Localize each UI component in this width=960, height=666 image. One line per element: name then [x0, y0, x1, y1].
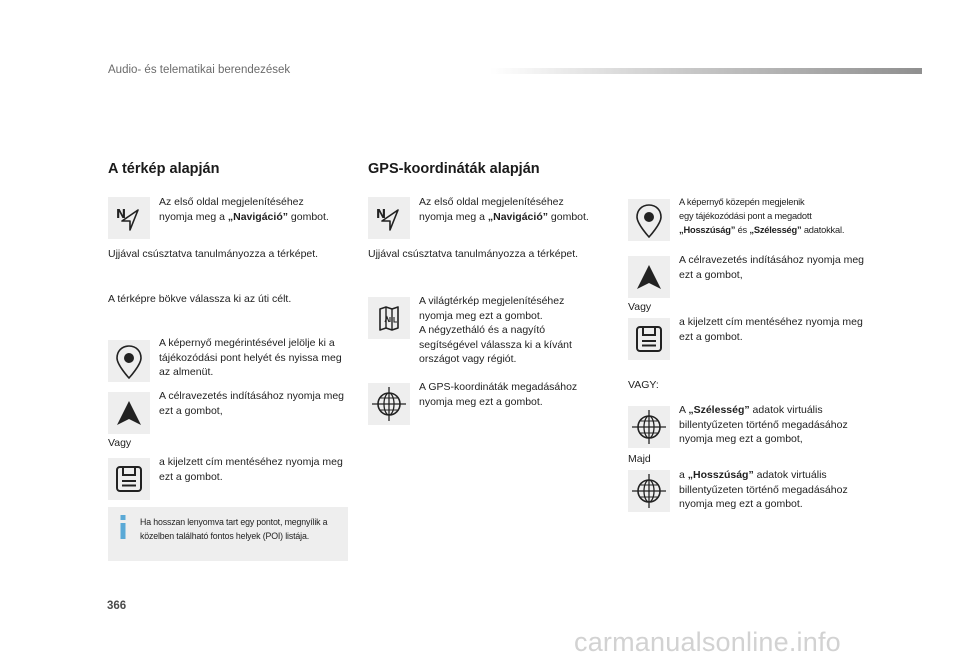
world-map-icon [368, 297, 410, 339]
right-marker-line-1: A képernyő közepén megjelenik [679, 197, 805, 207]
middle-nav-line-1: Az első oldal megjelenítéséhez [419, 196, 564, 208]
start-guidance-icon [108, 392, 150, 434]
right-start-text: A célravezetés indításához nyomja meg ezt a gombot, [679, 254, 865, 281]
right-marker-text [679, 195, 894, 237]
right-marker-longitude: „Hosszúság” [679, 225, 736, 235]
header-gradient-bar [490, 68, 922, 74]
right-marker-line-2: egy tájékozódási pont a megadott [679, 211, 812, 221]
right-latitude-text [679, 403, 869, 447]
right-then-label: Majd [628, 453, 651, 465]
middle-world-text: A világtérkép megjelenítéséhez nyomja meg ezt a gombot. A négyzetháló és a nagyító segítségével válassza ki a kívánt országot vagy régiót. [419, 295, 572, 365]
left-or-label: Vagy [108, 437, 132, 449]
map-pin-icon [628, 199, 670, 241]
right-or-label-2: VAGY: [628, 379, 659, 391]
left-nav-keyword: „Navigáció” [227, 210, 288, 223]
save-icon [108, 458, 150, 500]
right-lon-c: adatok virtuális billentyűzeten történő megadásához nyomja meg ezt a gombot. [679, 469, 848, 510]
right-lat-keyword: „Szélesség” [688, 404, 750, 416]
right-marker-latitude: „Szélesség” [749, 225, 802, 235]
start-guidance-icon [628, 256, 670, 298]
left-swipe-text: Ujjával csúsztatva tanulmányozza a térképet. [108, 248, 319, 260]
longitude-globe-icon [628, 470, 670, 512]
middle-nav-line-2c: gombot. [547, 210, 589, 223]
info-icon [117, 514, 129, 540]
left-touch-text: A képernyő megérintésével jelölje ki a tájékozódási pont helyét és nyissa meg az almenüt. [159, 337, 342, 378]
left-zoom-text: A térképre bökve válassza ki az úti célt. [108, 293, 292, 305]
right-lon-a: a [679, 469, 688, 481]
middle-nav-keyword: „Navigáció” [487, 210, 548, 223]
middle-heading: GPS-koordináták alapján [368, 161, 540, 177]
right-marker-end: adatokkal. [801, 225, 845, 235]
left-nav-instruction [159, 195, 359, 224]
navigation-icon [368, 197, 410, 239]
right-marker-and: és [735, 225, 750, 235]
left-nav-line-1: Az első oldal megjelenítéséhez [159, 196, 304, 208]
left-start-text: A célravezetés indításához nyomja meg ezt a gombot, [159, 390, 345, 417]
right-lat-a: A [679, 404, 689, 416]
middle-nav-line-2a: nyomja meg a [419, 210, 488, 223]
gps-globe-icon [368, 383, 410, 425]
left-save-text: a kijelzett cím mentéséhez nyomja meg ezt a gombot. [159, 456, 343, 483]
section-header: Audio- és telematikai berendezések [108, 64, 291, 76]
map-pin-icon [108, 340, 150, 382]
right-save-text: a kijelzett cím mentéséhez nyomja meg ezt a gombot. [679, 316, 863, 343]
page-number: 366 [107, 600, 127, 612]
right-or-label: Vagy [628, 301, 652, 313]
right-lat-c: adatok virtuális billentyűzeten történő megadásához nyomja meg ezt a gombot, [679, 404, 848, 445]
middle-gps-text: A GPS-koordináták megadásához nyomja meg ezt a gombot. [419, 381, 578, 408]
save-icon [628, 318, 670, 360]
latitude-globe-icon [628, 406, 670, 448]
left-heading: A térkép alapján [108, 161, 220, 177]
right-longitude-text [679, 468, 869, 512]
middle-nav-instruction [419, 195, 619, 224]
left-nav-line-2a: nyomja meg a [159, 210, 228, 223]
info-note-text: Ha hosszan lenyomva tart egy pontot, megnyílik a közelben található fontos helyek (POI) listája. [140, 517, 328, 541]
watermark: carmanualsonline.info [574, 627, 841, 657]
right-lon-keyword: „Hosszúság” [687, 469, 754, 481]
left-nav-line-2c: gombot. [287, 210, 329, 223]
middle-swipe-text: Ujjával csúsztatva tanulmányozza a térképet. [368, 248, 579, 260]
navigation-icon [108, 197, 150, 239]
